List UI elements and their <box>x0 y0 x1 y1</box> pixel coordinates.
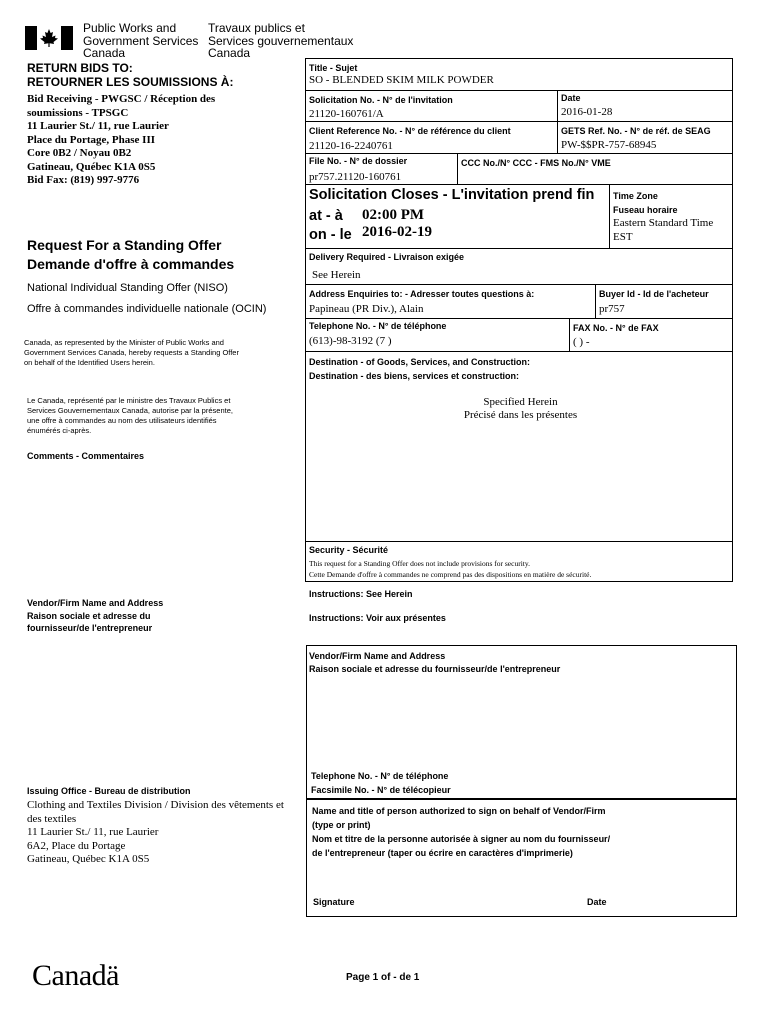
solicitation-no-label: Solicitation No. - N° de l'invitation <box>309 95 453 105</box>
text-line: Gatineau, Québec K1A 0S5 <box>27 853 150 865</box>
org-en-line1: Public Works and <box>83 21 177 35</box>
gets-ref-label: GETS Ref. No. - N° de réf. de SEAG <box>561 126 711 136</box>
closes-at-label: at - à <box>309 208 343 224</box>
time-zone-value[interactable] <box>613 217 713 244</box>
destination-value-en: Specified Herein <box>483 396 558 408</box>
fax-label: FAX No. - N° de FAX <box>573 323 659 333</box>
instructions-en: Instructions: See Herein <box>309 589 413 599</box>
text-line: Raison sociale et adresse du <box>27 610 151 621</box>
vendor-box[interactable] <box>306 645 737 799</box>
niso-en: National Individual Standing Offer (NISO) <box>27 282 228 294</box>
date-label: Date <box>561 93 581 103</box>
org-fr-line3: Canada <box>208 46 251 60</box>
address-line: Bid Receiving - PWGSC / Réception des <box>27 93 216 105</box>
delivery-label: Delivery Required - Livraison exigée <box>309 252 465 262</box>
page-number: Page 1 of - de 1 <box>346 972 420 983</box>
org-fr-line1: Travaux publics et <box>208 21 305 35</box>
text-line: (type or print) <box>312 820 371 830</box>
gets-ref-value[interactable]: PW-$$PR-757-68945 <box>561 139 657 151</box>
closes-heading: Solicitation Closes - L'invitation prend fin <box>309 187 595 203</box>
address-line: 11 Laurier St./ 11, rue Laurier <box>27 120 169 132</box>
vendor-phone-label: Telephone No. - N° de téléphone <box>311 771 449 781</box>
time-zone-label-en: Time Zone <box>613 191 658 201</box>
time-zone-label <box>613 189 678 217</box>
instructions-fr: Instructions: Voir aux présentes <box>309 613 446 623</box>
return-bids-title <box>27 61 233 89</box>
org-en-line2: Government Services <box>83 33 199 48</box>
text-line: Name and title of person authorized to sign on behalf of Vendor/Firm <box>312 806 606 816</box>
org-fr-line2: Services gouvernementaux <box>208 33 354 48</box>
vendor-box-label <box>309 650 560 676</box>
text-line: fournisseur/de l'entrepreneur <box>27 623 153 633</box>
destination-label <box>309 355 530 383</box>
vendor-box-label-line2: Raison sociale et adresse du fournisseur/de l'entrepreneur <box>309 664 561 674</box>
client-ref-label: Client Reference No. - N° de référence du client <box>309 126 511 136</box>
text-line: énumérés ci-après. <box>27 426 92 435</box>
file-no-label: File No. - N° de dossier <box>309 156 408 166</box>
signature-box[interactable] <box>306 799 737 917</box>
telephone-value[interactable]: (613)-98-3192 (7 ) <box>309 335 392 347</box>
text-line: Clothing and Textiles Division / Division des vêtements et <box>27 799 284 811</box>
destination-value-fr: Précisé dans les présentes <box>463 409 578 421</box>
issuing-office-address <box>27 799 284 867</box>
request-title-fr: Demande d'offre à commandes <box>27 256 235 272</box>
title-value[interactable]: SO - BLENDED SKIM MILK POWDER <box>309 74 494 86</box>
text-line: des textiles <box>27 812 77 825</box>
vendor-box-label-line1: Vendor/Firm Name and Address <box>309 651 446 661</box>
security-text <box>309 558 591 580</box>
time-zone-value-line: Eastern Standard Time <box>613 217 714 229</box>
destination-label-en: Destination - of Goods, Services, and Construction: <box>309 357 531 367</box>
delivery-value[interactable]: See Herein <box>312 269 361 281</box>
time-zone-value-line: EST <box>613 230 633 243</box>
address-line: Core 0B2 / Noyau 0B2 <box>27 147 132 159</box>
buyer-label: Buyer Id - Id de l'acheteur <box>599 289 709 299</box>
return-bids-title-en: RETURN BIDS TO: <box>27 61 133 75</box>
file-no-value[interactable]: pr757.21120-160761 <box>309 171 402 183</box>
closes-on-label: on - le <box>309 227 352 243</box>
signature-label: Signature <box>313 897 355 907</box>
return-bids-address <box>27 93 215 188</box>
enquiries-value[interactable]: Papineau (PR Div.), Alain <box>309 303 424 315</box>
security-text-en: This request for a Standing Offer does not include provisions for security. <box>309 559 530 568</box>
ccc-no-label: CCC No./N° CCC - FMS No./N° VME <box>461 158 611 168</box>
signature-box-instructions <box>312 804 610 860</box>
text-line: Vendor/Firm Name and Address <box>27 598 164 608</box>
canada-wordmark: Canadä <box>32 959 119 992</box>
bid-fax: Bid Fax: (819) 997-9776 <box>27 174 140 186</box>
address-line: Place du Portage, Phase III <box>27 133 156 146</box>
enquiries-label: Address Enquiries to: - Adresser toutes questions à: <box>309 289 535 299</box>
buyer-value[interactable]: pr757 <box>599 303 625 315</box>
org-name-french <box>208 22 353 60</box>
canada-request-en <box>24 338 239 368</box>
closes-date[interactable]: 2016-02-19 <box>362 224 432 240</box>
text-line: de l'entrepreneur (taper ou écrire en caractères d'imprimerie) <box>312 848 573 858</box>
fax-value[interactable]: ( ) - <box>573 336 590 348</box>
comments-label: Comments - Commentaires <box>27 451 145 461</box>
closes-time[interactable]: 02:00 PM <box>362 207 425 223</box>
text-line: Canada, as represented by the Minister of Public Works and <box>24 338 224 347</box>
security-text-fr: Cette Demande d'offre à commandes ne comprend pas des dispositions en matière de sécurité. <box>309 570 592 579</box>
vendor-left-label <box>27 597 163 635</box>
org-name-english <box>83 22 198 60</box>
text-line: on behalf of the Identified Users herein. <box>24 358 155 367</box>
niso-fr: Offre à commandes individuelle nationale (OCIN) <box>27 303 267 315</box>
request-title-en: Request For a Standing Offer <box>27 237 222 253</box>
solicitation-no-value[interactable]: 21120-160761/A <box>309 108 384 120</box>
signature-date-label: Date <box>587 897 607 907</box>
request-title <box>27 236 234 274</box>
address-line: Gatineau, Québec K1A 0S5 <box>27 160 156 173</box>
issuing-office-label: Issuing Office - Bureau de distribution <box>27 786 191 796</box>
text-line: Le Canada, représenté par le ministre des Travaux Publics et <box>27 396 231 405</box>
address-line: soumissions - TPSGC <box>27 106 129 119</box>
text-line: une offre à commandes au nom des utilisateurs identifiés <box>27 416 217 425</box>
security-label: Security - Sécurité <box>309 545 389 555</box>
text-line: Government Services Canada, hereby requests a Standing Offer <box>24 348 239 357</box>
time-zone-label-fr: Fuseau horaire <box>613 205 678 215</box>
destination-value[interactable] <box>309 396 732 422</box>
text-line: 6A2, Place du Portage <box>27 839 126 852</box>
telephone-label: Telephone No. - N° de téléphone <box>309 321 447 331</box>
text-line: Services Gouvernementaux Canada, autorise par la présente, <box>27 406 233 415</box>
destination-label-fr: Destination - des biens, services et construction: <box>309 371 520 381</box>
title-label: Title - Sujet <box>309 63 358 73</box>
client-ref-value[interactable]: 21120-16-2240761 <box>309 140 393 152</box>
vendor-fax-label: Facsimile No. - N° de télécopieur <box>311 785 451 795</box>
canada-flag-icon <box>25 26 73 50</box>
text-line: 11 Laurier St./ 11, rue Laurier <box>27 826 159 838</box>
date-value[interactable]: 2016-01-28 <box>561 106 613 118</box>
text-line: Nom et titre de la personne autorisée à signer au nom du fournisseur/ <box>312 834 611 844</box>
org-en-line3: Canada <box>83 46 126 60</box>
return-bids-title-fr: RETOURNER LES SOUMISSIONS À: <box>27 75 234 89</box>
canada-request-fr <box>27 396 233 436</box>
